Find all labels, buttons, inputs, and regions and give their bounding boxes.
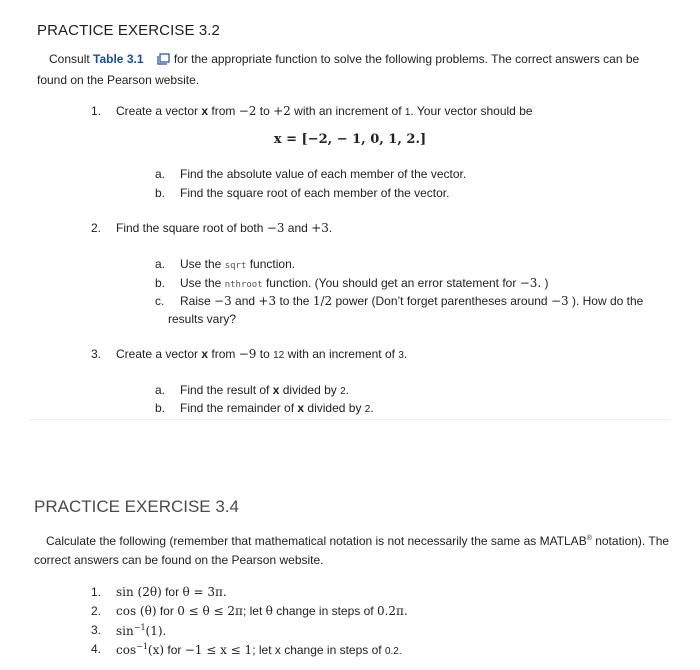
table-3-1-link[interactable]: Table 3.1	[93, 52, 144, 66]
math-var: x	[272, 383, 280, 397]
text-part: function. (You should get an error statement for	[262, 276, 520, 290]
math-value: 1/2	[312, 294, 333, 308]
math-var: x	[297, 401, 305, 415]
math-value: −3.	[519, 276, 542, 290]
math-cond: −1 ≤ x ≤ 1	[184, 643, 253, 657]
text-part: to the	[276, 294, 313, 308]
math-value: 2	[364, 404, 371, 415]
item-number: 4.	[91, 642, 102, 656]
math-value: 1	[404, 107, 411, 118]
text-part: .	[328, 221, 333, 235]
math-expr: sin (2θ)	[116, 585, 162, 599]
math-value: 0.2.	[384, 646, 402, 657]
sub-letter: b.	[155, 276, 166, 290]
sub-item-text	[180, 383, 349, 397]
math-value: −3	[214, 294, 232, 308]
text-part: )	[541, 276, 549, 290]
text-part: ; let x change in steps of	[252, 643, 385, 657]
sub-item-text	[180, 257, 295, 271]
math-expr: cos (θ)	[116, 604, 157, 618]
text-part: .	[345, 383, 350, 397]
sub-item-text	[180, 294, 643, 308]
text-part: change in steps of	[272, 604, 377, 618]
item-2-text	[116, 221, 332, 235]
math-fn: cos	[116, 643, 137, 657]
math-value: −3	[550, 294, 569, 308]
math-value: 2	[340, 386, 346, 397]
math-arg: (x)	[147, 643, 165, 657]
sub-item-text: Find the square root of each member of the vector.	[180, 186, 450, 200]
exercise-3-2-heading: PRACTICE EXERCISE 3.2	[37, 22, 220, 39]
math-var: x	[201, 104, 209, 118]
math-value: 12	[273, 350, 285, 361]
item-number: 2.	[91, 604, 102, 618]
text-part: with an increment of	[290, 104, 405, 118]
intro-text-post: notation). The correct answers can be found on the Pearson website.	[34, 534, 670, 567]
list-item	[116, 585, 227, 599]
code-sqrt: sqrt	[224, 261, 247, 271]
text-part: Find the square root of both	[116, 221, 267, 235]
math-value: −3	[266, 221, 285, 235]
intro-text-post: for the appropriate function to solve the following problems. The correct answers can be found on the Pearson website.	[37, 52, 640, 87]
text-part: for	[164, 643, 185, 657]
sub-item-text	[180, 276, 549, 290]
math-value: −2	[238, 104, 257, 118]
text-part: Create a vector	[116, 347, 202, 361]
exercise-3-4-intro	[34, 529, 674, 570]
math-cond: 0 ≤ θ ≤ 2π	[177, 604, 243, 618]
sub-letter: b.	[155, 401, 166, 415]
list-item	[116, 604, 408, 618]
registered-mark: ®	[586, 535, 592, 542]
code-nthroot: nthroot	[224, 280, 263, 290]
text-part: and	[231, 294, 259, 308]
sub-letter: a.	[155, 383, 166, 397]
text-part: .	[403, 347, 408, 361]
exercise-3-2-intro	[37, 50, 667, 90]
text-part: Use the	[180, 257, 225, 271]
text-part: for	[156, 604, 178, 618]
exercise-3-4-heading: PRACTICE EXERCISE 3.4	[34, 497, 240, 516]
text-part: Find the result of	[180, 383, 273, 397]
section-divider	[30, 419, 670, 420]
math-value: +3	[258, 294, 277, 308]
sub-letter: b.	[155, 186, 166, 200]
math-sup: −1	[133, 623, 146, 632]
text-part: ; let	[242, 604, 266, 618]
item-1-text	[116, 104, 533, 118]
text-part: Use the	[180, 276, 225, 290]
sub-letter: a.	[155, 167, 166, 181]
text-part: .	[370, 401, 374, 415]
item-number: 2.	[91, 221, 102, 235]
item-number: 1.	[91, 585, 102, 599]
text-part: ). How do the	[568, 294, 644, 308]
math-arg: (1).	[145, 624, 167, 638]
text-part: function.	[246, 257, 296, 271]
text-part: divided by	[304, 401, 365, 415]
sub-item-text-line2: results vary?	[168, 312, 237, 326]
sub-letter: a.	[155, 257, 166, 271]
list-item	[91, 104, 101, 118]
text-part: . Your vector should be	[410, 104, 533, 118]
text-part: and	[284, 221, 312, 235]
text-part: with an increment of	[284, 347, 399, 361]
sub-item-text: Find the absolute value of each member of the vector.	[180, 167, 467, 181]
intro-text-pre: Consult	[49, 52, 94, 66]
math-value: 0.2π.	[376, 604, 408, 618]
item-number: 3.	[91, 623, 102, 637]
text-part: to	[256, 104, 274, 118]
math-value: 3	[398, 350, 404, 361]
math-value: +2	[273, 104, 291, 118]
text-part: for	[161, 585, 183, 599]
math-value: +3	[311, 221, 329, 235]
list-item	[116, 642, 402, 657]
math-var: x	[201, 347, 209, 361]
text-part: from	[208, 104, 239, 118]
text-part: Find the remainder of	[180, 401, 298, 415]
intro-text-pre: Calculate the following (remember that mathematical notation is not necessarily the same as MATLAB	[46, 534, 587, 548]
vector-equation: x = [−2, − 1, 0, 1, 2.]	[273, 132, 427, 147]
text-part: Create a vector	[116, 104, 202, 118]
sub-item-text	[180, 401, 374, 415]
item-number: 1.	[91, 104, 102, 118]
text-part: power (Don’t forget parentheses around	[332, 294, 551, 308]
list-item	[116, 623, 166, 638]
math-var: θ	[265, 604, 273, 618]
text-part: divided by	[279, 383, 341, 397]
external-link-icon[interactable]	[145, 52, 170, 71]
sub-letter: c.	[155, 294, 165, 308]
text-part: from	[208, 347, 239, 361]
text-part: Raise	[180, 294, 215, 308]
math-cond: θ = 3π.	[182, 585, 227, 599]
math-fn: sin	[116, 624, 134, 638]
math-value: −9	[238, 347, 257, 361]
item-number: 3.	[91, 347, 102, 361]
item-3-text	[116, 347, 407, 361]
text-part: to	[256, 347, 274, 361]
math-sup: −1	[136, 642, 148, 651]
